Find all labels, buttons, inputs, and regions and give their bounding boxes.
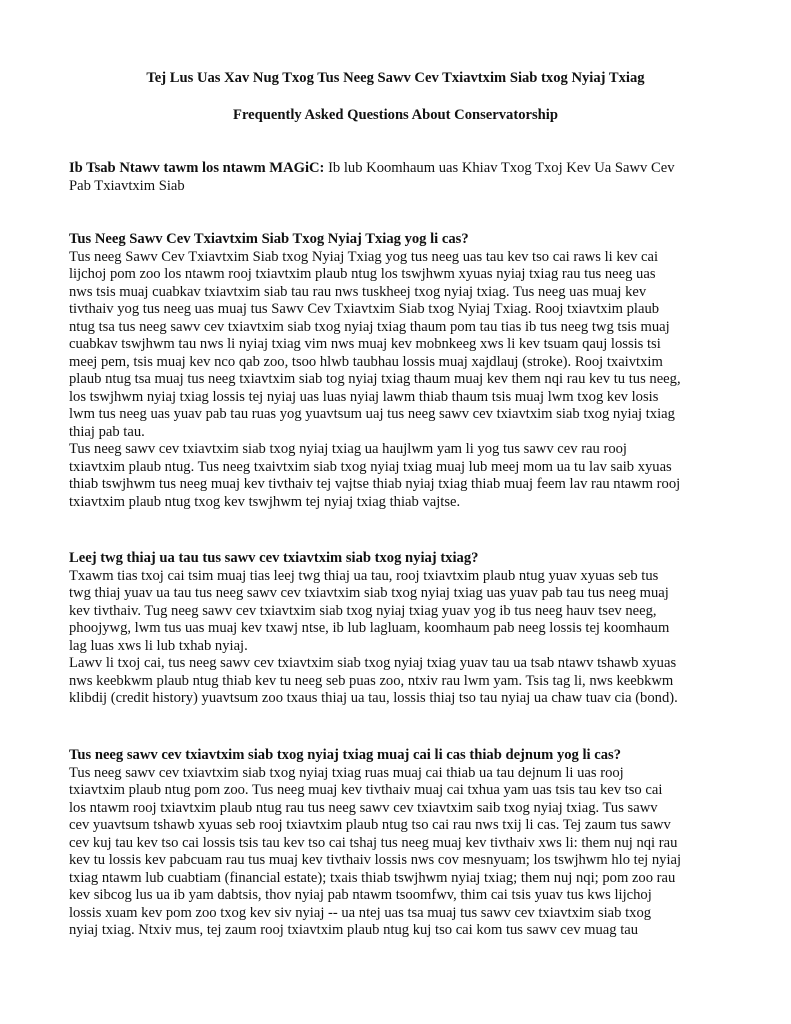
text-line: nws tsis muaj cuabkav txiavtxim siab tau rau nws tuskheej txog nyiaj txiag. Tus neeg uas muaj kev [69, 283, 647, 300]
faq-section-who-can-serve [69, 550, 729, 708]
document-subtitle: Frequently Asked Questions About Conservatorship [233, 107, 558, 123]
intro-paragraph [69, 160, 729, 195]
text-line: kev tu lossis kev pabcuam rau tus muaj kev tivthaiv lossis nws cov mesnyuam; los tswjhwm hlo tej nyiaj [69, 852, 682, 868]
faq-section-rights-and-duties [69, 747, 729, 940]
answer-paragraph [69, 568, 729, 656]
text-line: Tus neeg sawv cev txiavtxim siab txog nyiaj txiag ua haujlwm yam li yog tus sawv cev rau rooj [69, 441, 627, 457]
text-line: lag luas xws li lub txhab nyiaj. [69, 637, 248, 654]
text-line: lijchoj pom zoo los ntawm rooj txiavtxim plaub ntug los tswjhwm xyuas nyiaj txiag rau tus neeg uas [69, 266, 656, 282]
text-line: klibdij (credit history) yuavtsum zoo txaus thiaj ua tau, lossis thiaj tso tau nyiaj ua chaw tuav cia (bond). [69, 690, 678, 706]
text-line: Txawm tias txoj cai tsim muaj tias leej twg thiaj ua tau, rooj txiavtxim plaub ntug yuav xyuas seb tus [69, 567, 659, 584]
text-line: los ntawm rooj txiavtxim plaub ntug rau tus neeg sawv cev txiavtxim saib txog nyiaj txiag. Tus sawv [69, 799, 658, 816]
answer-paragraph [69, 441, 729, 511]
question-heading: Tus Neeg Sawv Cev Txiavtxim Siab Txog Nyiaj Txiag yog li cas? [69, 231, 469, 247]
text-line: Tus neeg Sawv Cev Txiavtxim Siab txog Nyiaj Txiag yog tus neeg uas tau kev tso cai raws li kev cai [69, 248, 659, 265]
answer-paragraph [69, 249, 729, 442]
text-line: phoojywg, lwm tus uas muaj kev txawj ntse, ib lub lagluam, koomhaum pab neeg lossis tej koomhaum [69, 620, 670, 636]
intro-line: Pab Txiavtxim Siab [69, 177, 185, 194]
text-line: Lawv li txoj cai, tus neeg sawv cev txiavtxim siab txog nyiaj txiag yuav tau ua tsab ntawv tshawb xyuas [69, 655, 677, 671]
text-line: thiab tswjhwm tus neeg muaj kev tivthaiv tej vajtse thiab nyiaj txiag thiab muaj feem lav rau ntawm rooj [69, 476, 681, 492]
text-line: cuabkav tswjhwm tau nws li nyiaj txiag vim nws muaj kev mobnkeeg xws li kev tsuam qauj lossis tsi [69, 336, 661, 352]
document-title: Tej Lus Uas Xav Nug Txog Tus Neeg Sawv Cev Txiavtxim Siab txog Nyiaj Txiag [146, 70, 645, 86]
faq-section-what-is-conservator [69, 231, 729, 511]
text-line: twg thiaj yuav ua tau tus neeg sawv cev txiavtxim siab txog nyiaj txiag uas yuav pab tau tus neeg muaj [69, 585, 669, 601]
question-heading: Tus neeg sawv cev txiavtxim siab txog nyiaj txiag muaj cai li cas thiab dejnum yog li cas? [69, 747, 622, 763]
question-heading: Leej twg thiaj ua tau tus sawv cev txiavtxim siab txog nyiaj txiag? [69, 550, 479, 566]
intro-text: Ib lub Koomhaum uas Khiav Txog Txoj Kev Ua Sawv Cev [324, 160, 675, 176]
text-line: lossis xuam kev pom zoo txog kev siv nyiaj -- ua ntej uas tsa muaj tus sawv cev txiavtxim siab txog [69, 904, 652, 921]
text-line: cev yuavtsum tshawb xyuas seb rooj txiavtxim plaub ntug tso cai rau nws txij li cas. Tej zaum tus sawv [69, 817, 671, 833]
text-line: kev sibcog lus ua ib yam dabtsis, thov nyiaj pab ntawm tsoomfwv, thim cai tsis yuav tus kws lijchoj [69, 887, 652, 903]
text-line: lwm tus neeg uas yuav pab tau ruas yog yuavtsum uaj tus neeg sawv cev txiavtxim siab txog nyiaj txiag [69, 406, 675, 422]
text-line: cev kuj tau kev tso cai lossis tsis tau kev tso cai tshaj tus neeg muaj kev tivthaiv xws li: them nuj nqi rau [69, 834, 678, 851]
text-line: txiavtxim plaub ntug. Tus neeg txaivtxim siab txog nyiaj txiag muaj lub meej mom ua tu lav saib xyuas [69, 458, 672, 475]
text-line: plaub ntug tsa muaj tus neeg txiavtxim siab tog nyiaj txiag thaum muaj kev them nqi rau kev tu tus neeg, [69, 371, 681, 387]
text-line: los tswjhwm nyiaj txiag lossis tej nyiaj uas luas nyiaj lawm thiab thaum tsis muaj lwm txog kev losis [69, 388, 659, 405]
text-line: txiag ntawm lub cuabtiam (financial estate); txais thiab tswjhwm nyiaj txiag; them nuj nqi; pom zoo rau [69, 869, 676, 886]
text-line: tivthaiv yog tus neeg uas muaj tus Sawv Cev Txiavtxim Siab txog Nyiaj Txiag. Rooj txiavtxim plaub [69, 301, 660, 317]
text-line: kev tivthaiv. Tug neeg sawv cev txiavtxim siab txog nyiaj txiag yuav yog ib tus neeg hauv tsev neeg, [69, 602, 657, 619]
answer-paragraph [69, 765, 729, 940]
intro-label: Ib Tsab Ntawv tawm los ntawm MAGiC: [69, 160, 325, 176]
text-line: txiavtxim plaub ntug txog kev tswjhwm tej nyiaj txiag thiab vajtse. [69, 493, 461, 510]
text-line: nws keebkwm plaub ntug thiab kev tu neeg seb puas zoo, ntxiv rau lwm yam. Tsis tag li, nws keebkwm [69, 672, 674, 689]
answer-paragraph [69, 655, 729, 708]
text-line: thiaj pab tau. [69, 423, 145, 440]
text-line: meej pem, tsis muaj kev nco qab zoo, tsoo hlwb taubhau lossis muaj xajdlauj (stroke). Rooj txaivtxim [69, 353, 663, 370]
text-line: nyiaj txiag. Ntxiv mus, tej zaum rooj txiavtxim plaub ntug kuj tso cai kom tus sawv cev muag tau [69, 922, 639, 938]
text-line: ntug tsa tus neeg sawv cev txiavtxim siab txog nyiaj txiag thaum pom tau tias ib tus neeg twg tsis muaj [69, 318, 670, 335]
text-line: txiavtxim plaub ntug pom zoo. Tus neeg muaj kev tivthaiv muaj cai txhua yam uas tsis tau kev tso cai [69, 782, 663, 798]
intro-line [69, 160, 729, 178]
text-line: Tus neeg sawv cev txiavtxim siab txog nyiaj txiag ruas muaj cai thiab ua tau dejnum li uas rooj [69, 764, 624, 781]
